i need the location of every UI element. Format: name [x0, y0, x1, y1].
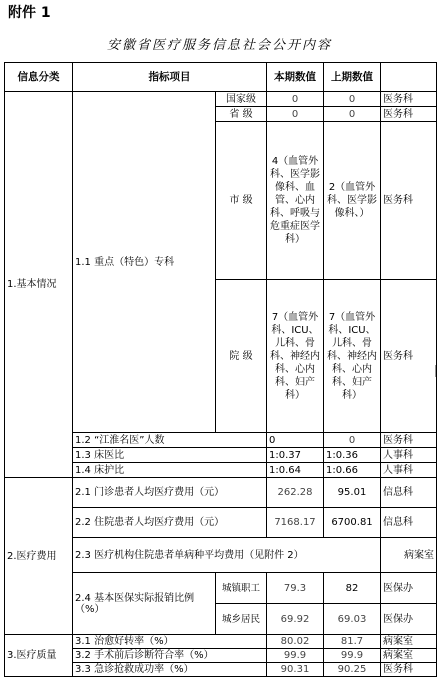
dept-cell: 医务科	[381, 92, 437, 107]
category-cost: 2.医疗费用	[5, 478, 73, 635]
dept-cell: 病案室	[381, 538, 437, 573]
category-basic: 1.基本情况	[5, 92, 73, 478]
table-row	[5, 92, 437, 107]
dept-cell: 信息科	[381, 508, 437, 538]
insurance-rural: 城乡居民	[216, 604, 267, 635]
document-title: 安徽省医疗服务信息社会公开内容	[106, 38, 332, 53]
dept-cell: 医务科	[381, 663, 437, 677]
attachment-label: 附件 1	[8, 5, 51, 21]
value-previous: 0	[324, 433, 381, 448]
table-row	[5, 478, 437, 508]
indicator-3-2: 3.2 手术前后诊断符合率（%）	[73, 649, 267, 663]
indicator-1-4: 1.4 床护比	[73, 463, 267, 478]
value-previous: 90.25	[324, 663, 381, 677]
dept-cell: 人事科	[381, 448, 437, 463]
value-previous: 82	[324, 573, 381, 604]
value-previous: 0	[324, 92, 381, 107]
level-national: 国家级	[216, 92, 267, 107]
indicator-1-1: 1.1 重点（特色）专科	[73, 92, 216, 433]
level-city: 市 级	[216, 122, 267, 280]
indicator-1-2: 1.2 “江淮名医”人数	[73, 433, 267, 448]
category-quality: 3.医疗质量	[5, 635, 73, 677]
value-previous: 1:0.36	[324, 448, 381, 463]
table-header-row	[5, 63, 437, 92]
value-previous: 99.9	[324, 649, 381, 663]
value-current: 0	[267, 92, 324, 107]
value-current: 79.3	[267, 573, 324, 604]
indicator-3-3: 3.3 急诊抢救成功率（%）	[73, 663, 267, 677]
dept-cell: 医保办	[381, 604, 437, 635]
indicator-1-3: 1.3 床医比	[73, 448, 267, 463]
dept-cell: 病案室	[381, 635, 437, 649]
value-previous: 1:0.66	[324, 463, 381, 478]
header-current: 本期数值	[267, 63, 324, 92]
value-current: 90.31	[267, 663, 324, 677]
header-category: 信息分类	[5, 63, 73, 92]
indicator-2-1: 2.1 门诊患者人均医疗费用（元）	[73, 478, 267, 508]
value-current: 1:0.37	[267, 448, 324, 463]
header-previous: 上期数值	[324, 63, 381, 92]
value-current: 7（血管外科、ICU、儿科、骨科、神经内科、心内科、妇产科）	[267, 280, 324, 433]
value-current: 7168.17	[267, 508, 324, 538]
value-current: 80.02	[267, 635, 324, 649]
dept-cell: 信息科	[381, 478, 437, 508]
value-previous: 6700.81	[324, 508, 381, 538]
value-current: 69.92	[267, 604, 324, 635]
dept-cell: 医务科	[381, 433, 437, 448]
value-previous: 0	[324, 107, 381, 122]
dept-cell: 医务科	[381, 107, 437, 122]
dept-cell: 医保办	[381, 573, 437, 604]
header-indicator: 指标项目	[73, 63, 267, 92]
indicator-2-2: 2.2 住院患者人均医疗费用（元）	[73, 508, 267, 538]
table-row	[5, 635, 437, 649]
dept-cell: 病案室	[381, 649, 437, 663]
dept-cell: 人事科	[381, 463, 437, 478]
indicator-3-1: 3.1 治愈好转率（%）	[73, 635, 267, 649]
scroll-marker	[435, 365, 439, 377]
value-previous: 7（血管外科、ICU、儿科、骨科、神经内科、心内科、妇产科）	[324, 280, 381, 433]
value-current: 0	[267, 433, 324, 448]
value-previous: 95.01	[324, 478, 381, 508]
value-current: 1:0.64	[267, 463, 324, 478]
dept-cell: 医务科	[381, 280, 437, 433]
value-current: 99.9	[267, 649, 324, 663]
value-current: 4（血管外科、医学影像科、血管、心内科、呼吸与危重症医学科）	[267, 122, 324, 280]
value-current: 0	[267, 107, 324, 122]
level-provincial: 省 级	[216, 107, 267, 122]
indicator-2-3: 2.3 医疗机构住院患者单病种平均费用（见附件 2）	[73, 538, 381, 573]
insurance-urban: 城镇职工	[216, 573, 267, 604]
header-dept	[381, 63, 437, 92]
level-hospital: 院 级	[216, 280, 267, 433]
value-previous: 69.03	[324, 604, 381, 635]
dept-cell: 医务科	[381, 122, 437, 280]
value-previous: 81.7	[324, 635, 381, 649]
indicator-2-4: 2.4 基本医保实际报销比例（%）	[73, 573, 216, 635]
value-current: 262.28	[267, 478, 324, 508]
disclosure-table	[4, 62, 437, 677]
value-previous: 2（血管外科、医学影像科、）	[324, 122, 381, 280]
